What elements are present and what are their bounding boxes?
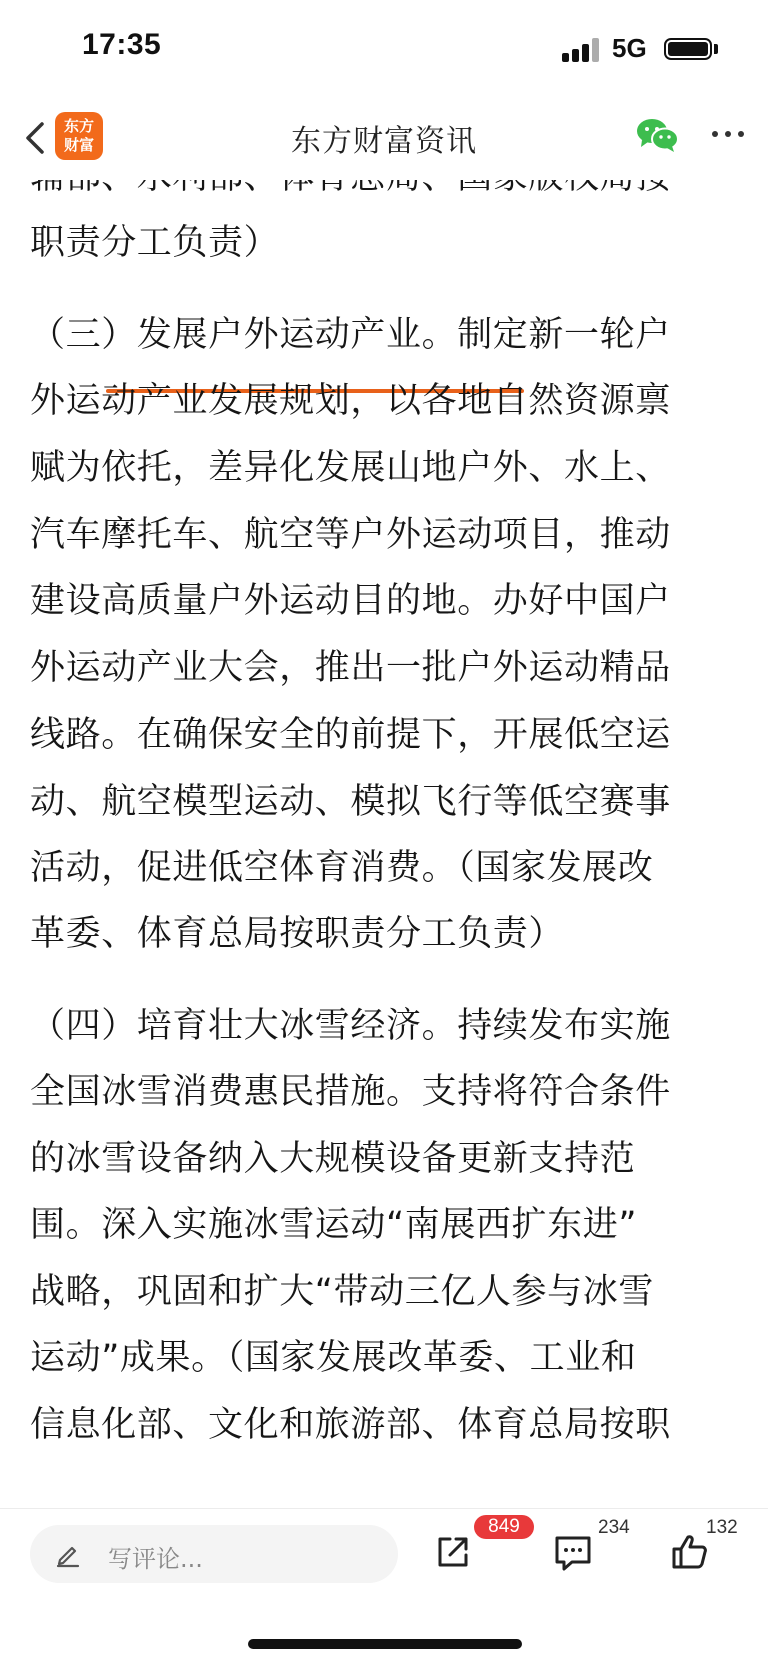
article-line: 汽车摩托车、航空等户外运动项目，推动 bbox=[30, 515, 671, 555]
article-line: 动、航空模型运动、模拟飞行等低空赛事 bbox=[30, 782, 671, 822]
share-count-badge: 849 bbox=[474, 1515, 534, 1539]
article-line: 活动，促进低空体育消费。（国家发展改 bbox=[30, 848, 654, 888]
comment-placeholder: 写评论... bbox=[108, 1545, 203, 1573]
article-line: 运动”成果。（国家发展改革委、工业和 bbox=[30, 1338, 637, 1378]
article-line: 信息化部、文化和旅游部、体育总局按职 bbox=[30, 1405, 671, 1445]
share-icon[interactable] bbox=[432, 1531, 474, 1573]
article-line: 全国冰雪消费惠民措施。支持将符合条件 bbox=[30, 1072, 671, 1112]
logo-line1: 东方 bbox=[63, 117, 94, 135]
comment-count: 234 bbox=[598, 1517, 630, 1538]
article-line: 的冰雪设备纳入大规模设备更新支持范 bbox=[30, 1139, 636, 1179]
article-line: 职责分工负责） bbox=[30, 223, 280, 263]
article-line: 围。深入实施冰雪运动“南展西扩东进” bbox=[30, 1205, 638, 1245]
page-title: 东方财富资讯 bbox=[291, 124, 477, 159]
article-line: 外运动产业大会，推出一批户外运动精品 bbox=[30, 648, 671, 688]
comment-input[interactable] bbox=[30, 1525, 398, 1583]
nav-header bbox=[0, 96, 768, 180]
network-type: 5G bbox=[612, 33, 647, 63]
home-indicator[interactable] bbox=[248, 1639, 522, 1649]
logo-line2: 财富 bbox=[63, 136, 94, 154]
comment-icon[interactable] bbox=[552, 1531, 594, 1573]
wechat-icon[interactable] bbox=[636, 116, 680, 154]
pen-icon bbox=[54, 1540, 82, 1568]
bottom-action-bar bbox=[0, 1508, 768, 1664]
status-time: 17:35 bbox=[82, 28, 162, 61]
article-line: 革委、体育总局按职责分工负责） bbox=[30, 914, 565, 954]
article-line: 线路。在确保安全的前提下，开展低空运 bbox=[30, 715, 671, 755]
article-line: 外运动产业发展规划，以各地自然资源禀 bbox=[30, 381, 671, 421]
article-line: 战略，巩固和扩大“带动三亿人参与冰雪 bbox=[30, 1272, 654, 1312]
article-line: 赋为依托，差异化发展山地户外、水上、 bbox=[30, 448, 671, 488]
section-heading-3: （三）发展户外运动产业。制定新一轮户 bbox=[30, 315, 671, 355]
like-count: 132 bbox=[706, 1517, 738, 1538]
section-heading-4: （四）培育壮大冰雪经济。持续发布实施 bbox=[30, 1006, 671, 1046]
article-line: 建设高质量户外运动目的地。办好中国户 bbox=[30, 581, 671, 621]
more-icon[interactable] bbox=[710, 124, 746, 144]
